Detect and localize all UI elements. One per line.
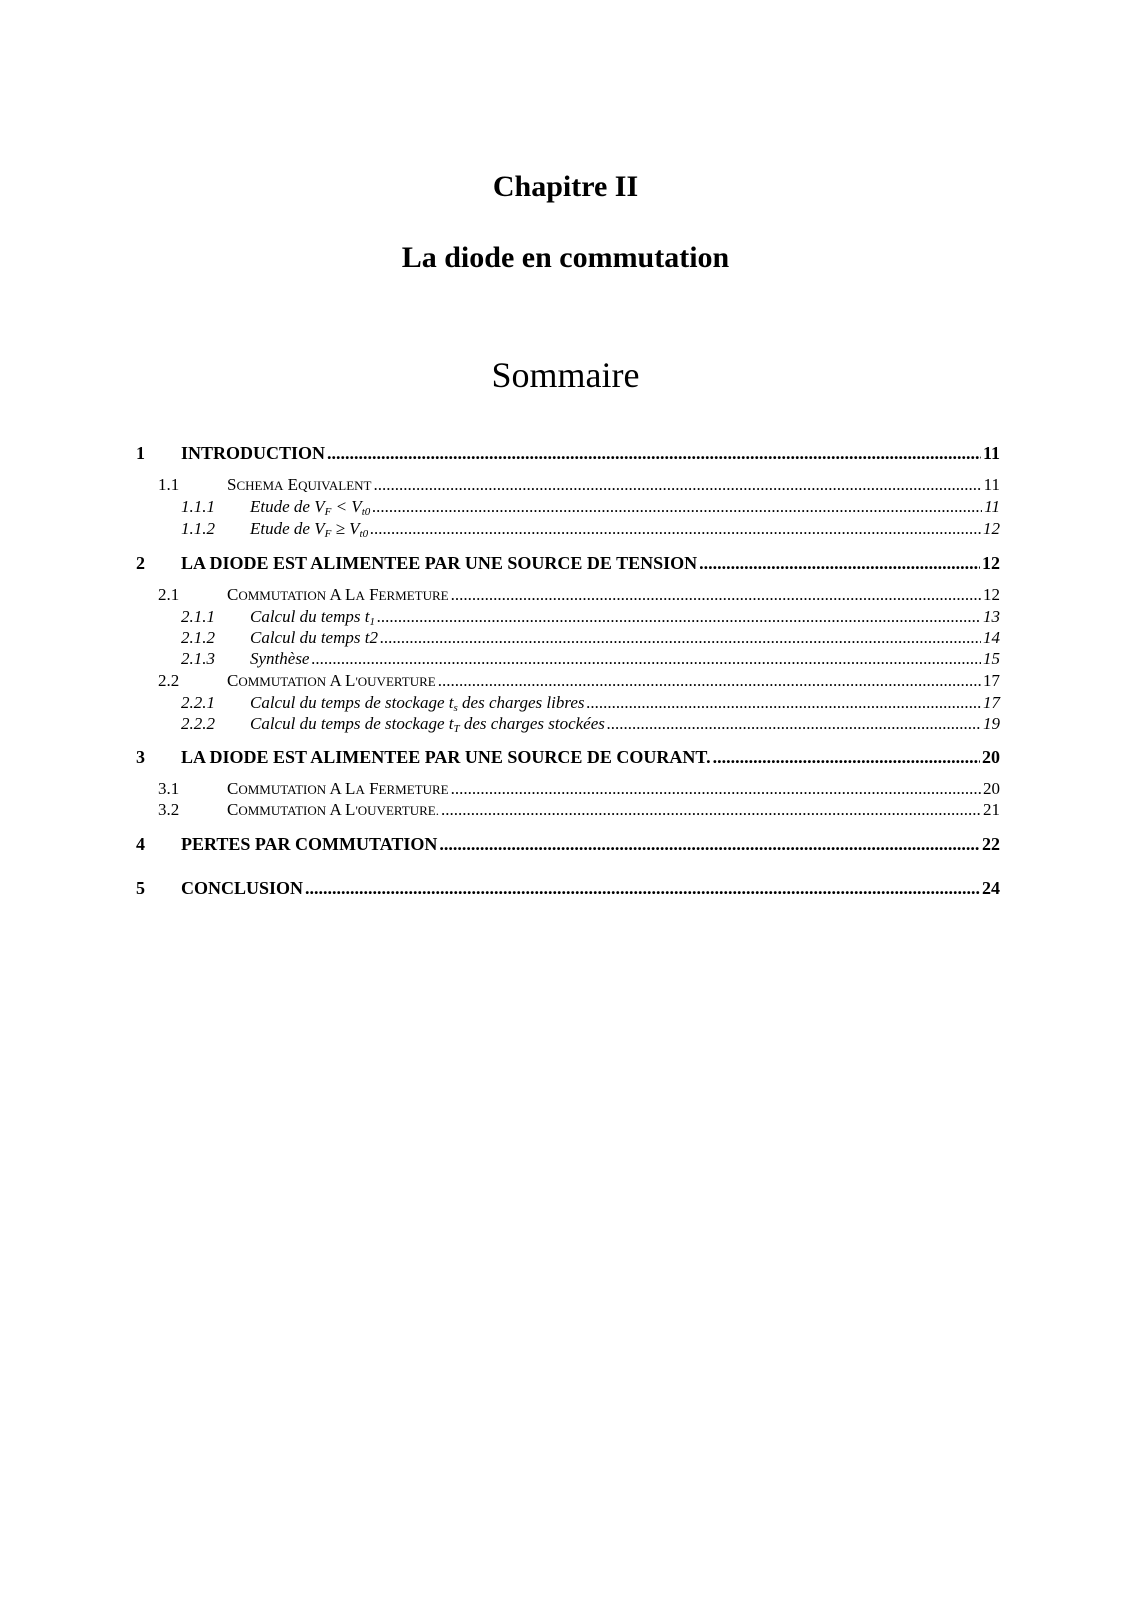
toc-entry-number: 1.1 <box>158 475 180 494</box>
toc-entry-number: 1.1.2 <box>181 519 215 538</box>
toc-entry-title: LA DIODE EST ALIMENTEE PAR UNE SOURCE DE TENSION <box>181 553 698 573</box>
toc-entry[interactable] <box>158 670 1000 693</box>
toc-entry-page: 11 <box>982 443 1000 463</box>
toc-entry[interactable] <box>136 442 1000 464</box>
toc-dot-leader <box>380 627 981 649</box>
toc-entry-title: Calcul du temps de stockage $t_s$ des charges libres <box>250 693 585 714</box>
toc-entry-title: Calcul du temps de stockage $t_T$ des charges stockées <box>250 714 605 735</box>
toc-entry-page: 24 <box>982 878 1000 898</box>
toc-dot-leader <box>441 799 981 821</box>
toc-dot-leader <box>372 496 982 518</box>
toc-entry-title: Etude de $V_F < V_{t0}$ <box>250 497 371 518</box>
toc-entry[interactable] <box>181 648 1000 670</box>
toc-entry[interactable] <box>181 496 1000 518</box>
toc-entry-title: Calcul du temps $t_1$ <box>250 607 375 628</box>
toc-dot-leader <box>451 584 981 606</box>
toc-entry-number: 1 <box>136 443 145 463</box>
toc-dot-leader <box>438 670 981 692</box>
toc-entry[interactable] <box>181 627 1000 649</box>
toc-entry-page: 12 <box>983 519 1000 538</box>
toc-dot-leader <box>373 474 981 496</box>
toc-entry-number: 2.2.2 <box>181 714 215 733</box>
toc-entry-title: Synthèse <box>250 649 310 668</box>
toc-entry[interactable] <box>136 833 1000 855</box>
toc-entry-number: 3.2 <box>158 800 180 819</box>
summary-title: Sommaire <box>491 355 640 395</box>
toc-entry-number: 2.1.3 <box>181 649 215 668</box>
toc-entry-number: 3.1 <box>158 779 180 798</box>
toc-entry-title: CONCLUSION <box>181 878 304 898</box>
toc-dot-leader <box>451 778 981 800</box>
toc-dot-leader <box>713 746 980 768</box>
toc-entry-page: 20 <box>982 747 1000 767</box>
toc-dot-leader <box>305 877 980 899</box>
toc-entry[interactable] <box>158 778 1000 801</box>
toc-entry-page: 14 <box>983 628 1000 647</box>
toc-entry[interactable] <box>158 799 1000 822</box>
toc-entry-page: 11 <box>984 497 1000 516</box>
toc-entry-page: 20 <box>983 779 1000 798</box>
toc-entry-title: COMMUTATION A LA FERMETURE <box>227 585 449 604</box>
toc-entry-title: COMMUTATION A L'OUVERTURE <box>227 671 436 690</box>
toc-entry-title: Calcul du temps t2 <box>250 628 378 647</box>
chapter-subtitle: La diode en commutation <box>401 241 730 274</box>
toc-entry-page: 17 <box>983 671 1000 690</box>
toc-entry-number: 2.1.1 <box>181 607 215 626</box>
toc-entry-title: COMMUTATION A L'OUVERTURE. <box>227 800 439 819</box>
toc-entry[interactable] <box>181 518 1000 540</box>
toc-entry-page: 21 <box>983 800 1000 819</box>
toc-entry-page: 17 <box>983 693 1000 712</box>
toc-entry-number: 2.1 <box>158 585 180 604</box>
toc-entry[interactable] <box>158 584 1000 607</box>
toc-dot-leader <box>439 833 980 855</box>
toc-dot-leader <box>327 442 981 464</box>
toc-dot-leader <box>607 713 981 735</box>
toc-entry-number: 3 <box>136 747 145 767</box>
toc-entry[interactable] <box>181 713 1000 735</box>
toc-entry[interactable] <box>158 474 1000 497</box>
toc-entry-page: 22 <box>982 834 1000 854</box>
toc-entry-number: 2 <box>136 553 145 573</box>
toc-entry-title: Etude de $V_F \ge V_{t0}$ <box>250 519 369 540</box>
toc-dot-leader <box>370 518 981 540</box>
toc-entry-page: 19 <box>983 714 1000 733</box>
toc-entry[interactable] <box>136 877 1000 899</box>
toc-entry-page: 12 <box>983 585 1000 604</box>
toc-entry[interactable] <box>181 606 1000 628</box>
toc-entry-title: LA DIODE EST ALIMENTEE PAR UNE SOURCE DE COURANT. <box>181 747 711 767</box>
toc-entry[interactable] <box>136 746 1000 768</box>
toc-entry-number: 4 <box>136 834 145 854</box>
toc-entry-number: 2.2.1 <box>181 693 215 712</box>
toc-entry[interactable] <box>181 692 1000 714</box>
toc-entry-page: 11 <box>983 475 1000 494</box>
toc-dot-leader <box>699 552 980 574</box>
toc-entry-number: 1.1.1 <box>181 497 215 516</box>
toc-dot-leader <box>311 648 981 670</box>
toc-entry-title: COMMUTATION A LA FERMETURE <box>227 779 449 798</box>
toc-entry-number: 2.2 <box>158 671 180 690</box>
toc-entry-title: SCHEMA EQUIVALENT <box>227 475 372 494</box>
toc-entry-number: 5 <box>136 878 145 898</box>
toc-entry-title: PERTES PAR COMMUTATION <box>181 834 438 854</box>
toc-entry-title: INTRODUCTION <box>181 443 326 463</box>
toc-entry[interactable] <box>136 552 1000 574</box>
toc-entry-page: 13 <box>983 607 1000 626</box>
toc-entry-page: 15 <box>983 649 1000 668</box>
toc-dot-leader <box>377 606 981 628</box>
toc-dot-leader <box>586 692 981 714</box>
toc-entry-number: 2.1.2 <box>181 628 215 647</box>
toc-entry-page: 12 <box>982 553 1000 573</box>
chapter-title: Chapitre II <box>492 170 639 203</box>
